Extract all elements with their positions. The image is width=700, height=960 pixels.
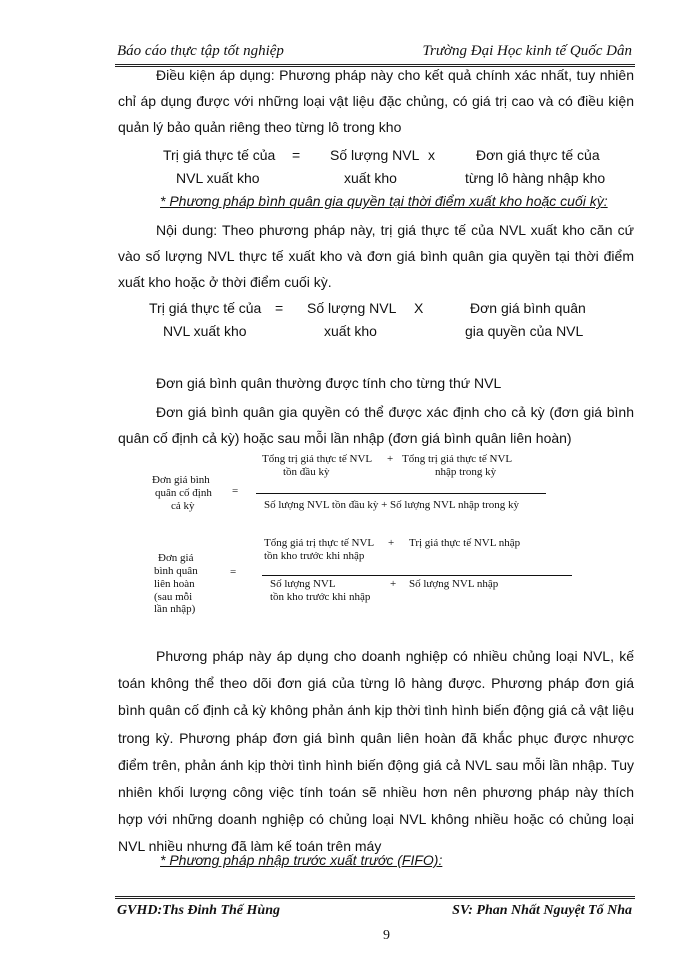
f4-fraction-bar — [262, 575, 572, 576]
f3-label1: Đơn giá bình — [152, 474, 210, 486]
f2-c1: Đơn giá bình quân — [470, 300, 586, 316]
f1-b1: Số lượng NVL — [330, 147, 420, 163]
footer-student: SV: Phan Nhất Nguyệt Tố Nha — [452, 903, 632, 918]
paragraph-conditions: Điều kiện áp dụng: Phương pháp này cho kết quả chính xác nhất, tuy nhiên chỉ áp dụng được với những loại vật liệu đặc chủng, có giá trị cao và có điều kiện quản lý bảo quản riêng theo từng lô trong kho — [118, 67, 634, 135]
f3-den: Số lượng NVL tồn đầu kỳ + Số lượng NVL nhập trong kỳ — [264, 499, 520, 511]
footer-supervisor: GVHD:Ths Đinh Thế Hùng — [117, 903, 280, 918]
f3-num2a: Tổng trị giá thực tế NVL — [402, 453, 513, 465]
f2-b1: Số lượng NVL — [307, 300, 397, 316]
f4-plus: + — [388, 537, 395, 549]
f3-plus: + — [387, 453, 394, 465]
f4-num2a: Trị giá thực tế NVL nhập — [409, 537, 521, 549]
f3-label2: quân cố định — [155, 487, 212, 499]
f4-label2: bình quân — [154, 565, 198, 577]
f2-eq: = — [275, 300, 284, 316]
f4-den-plus: + — [390, 578, 397, 590]
f1-c2: từng lô hàng nhập kho — [465, 170, 606, 186]
f4-label1: Đơn giá — [158, 552, 194, 564]
f3-label3: cả kỳ — [171, 500, 195, 512]
f4-num1a: Tổng giá trị thực tế NVL — [264, 537, 375, 549]
f2-a1: Trị giá thực tế của — [149, 300, 262, 316]
f3-num1b: tồn đầu kỳ — [283, 466, 330, 478]
f3-eq: = — [232, 485, 239, 497]
paragraph-per-material: Đơn giá bình quân thường được tính cho từng thứ NVL — [156, 375, 502, 391]
f2-a2: NVL xuất kho — [163, 323, 247, 339]
f4-label3: liên hoàn — [154, 578, 195, 590]
f4-num1b: tồn kho trước khi nhập — [264, 550, 365, 562]
f1-a2: NVL xuất kho — [176, 170, 260, 186]
heading-weighted-average: * Phương pháp bình quân gia quyền tại thời điểm xuất kho hoặc cuối kỳ: — [160, 193, 608, 209]
paragraph-average-types: Đơn giá bình quân gia quyền có thể được xác định cho cả kỳ (đơn giá bình quân cố định cả kỳ) hoặc sau mỗi lần nhập (đơn giá bình quân liên hoàn) — [118, 404, 634, 446]
f1-b2: xuất kho — [344, 170, 397, 186]
f4-den1b: tồn kho trước khi nhập — [270, 591, 371, 603]
f4-den2: Số lượng NVL nhập — [409, 578, 499, 590]
header-left: Báo cáo thực tập tốt nghiệp — [117, 43, 284, 59]
paragraph-content: Nội dung: Theo phương pháp này, trị giá thực tế của NVL xuất kho căn cứ vào số lượng NVL thực tế xuất kho và đơn giá bình quân gia quyền tại thời điểm xuất kho hoặc ở thời điểm cuối kỳ. — [118, 222, 634, 290]
header-right: Trường Đại Học kinh tế Quốc Dân — [422, 43, 632, 59]
page-number: 9 — [383, 928, 390, 943]
f1-c1: Đơn giá thực tế của — [476, 147, 600, 163]
f2-op: X — [414, 300, 424, 316]
f4-label5: lần nhập) — [154, 603, 196, 615]
f3-num1a: Tổng trị giá thực tế NVL — [262, 453, 373, 465]
f3-fraction-bar — [256, 493, 546, 494]
heading-fifo: * Phương pháp nhập trước xuất trước (FIFO): — [160, 852, 443, 868]
footer-rule — [115, 896, 635, 897]
f1-op: x — [428, 147, 435, 163]
f1-a1: Trị giá thực tế của — [163, 147, 276, 163]
f4-eq: = — [230, 566, 237, 578]
f2-c2: gia quyền của NVL — [465, 323, 584, 339]
f4-den1a: Số lượng NVL — [270, 578, 336, 590]
paragraph-applicability: Phương pháp này áp dụng cho doanh nghiệp có nhiều chủng loại NVL, kế toán không thể theo dõi đơn giá của từng lô hàng được. Phương pháp đơn giá bình quân cố định cả kỳ không phản ánh kịp thời tình hình biến động giá cả vật liệu trong kỳ. Phương pháp đơn giá bình quân liên hoàn đã khắc phục được nhược điểm trên, phản ánh kịp thời tình hình biến động giá cả NVL sau mỗi lần nhập. Tuy nhiên khối lượng công việc tính toán sẽ nhiều hơn nên phương pháp này thích hợp với những doanh nghiệp có chủng loại NVL không nhiều hoặc có chủng loại NVL nhiều nhưng đã làm kế toán trên máy — [118, 648, 634, 855]
f1-eq: = — [292, 147, 301, 163]
f4-label4: (sau mỗi — [154, 591, 193, 603]
footer-rule-2 — [115, 898, 635, 899]
f2-b2: xuất kho — [324, 323, 377, 339]
f3-num2b: nhập trong kỳ — [435, 466, 497, 478]
